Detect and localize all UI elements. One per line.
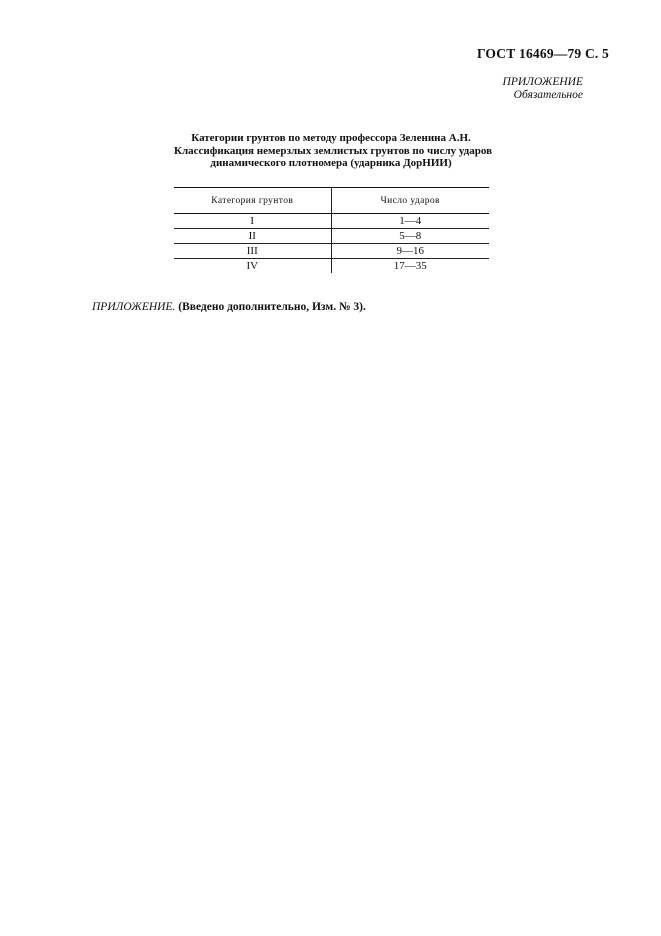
soil-category-table <box>174 187 489 273</box>
column-header-blows: Число ударов <box>331 188 489 214</box>
title-line: Категории грунтов по методу профессора Зеленина А.Н. <box>191 132 471 144</box>
blows-cell: 5—8 <box>331 229 489 244</box>
table-row <box>174 214 489 229</box>
amendment-text: (Введено дополнительно, Изм. № 3). <box>178 301 366 313</box>
page-header: ГОСТ 16469—79 С. 5 <box>476 46 609 61</box>
amendment-label: ПРИЛОЖЕНИЕ. <box>92 301 176 313</box>
category-cell: I <box>174 214 331 229</box>
category-cell: II <box>174 229 331 244</box>
annex-block <box>503 76 583 102</box>
table-title <box>174 132 493 170</box>
annex-label: ПРИЛОЖЕНИЕ <box>502 76 583 88</box>
table-row <box>174 259 489 274</box>
table-row <box>174 229 489 244</box>
table-header-row <box>174 188 489 214</box>
category-cell: IV <box>174 259 331 274</box>
annex-status: Обязательное <box>513 89 583 101</box>
blows-cell: 9—16 <box>331 244 489 259</box>
blows-cell: 17—35 <box>393 260 427 272</box>
amendment-note <box>92 301 366 313</box>
blows-cell: 1—4 <box>331 214 489 229</box>
title-line: Классификация немерзлых землистых грунтов по числу ударов <box>174 144 493 157</box>
title-line: динамического плотномера (ударника ДорНИИ) <box>210 157 452 169</box>
table-row <box>174 244 489 259</box>
column-header-category: Категория грунтов <box>174 188 331 214</box>
category-cell: III <box>174 244 331 259</box>
